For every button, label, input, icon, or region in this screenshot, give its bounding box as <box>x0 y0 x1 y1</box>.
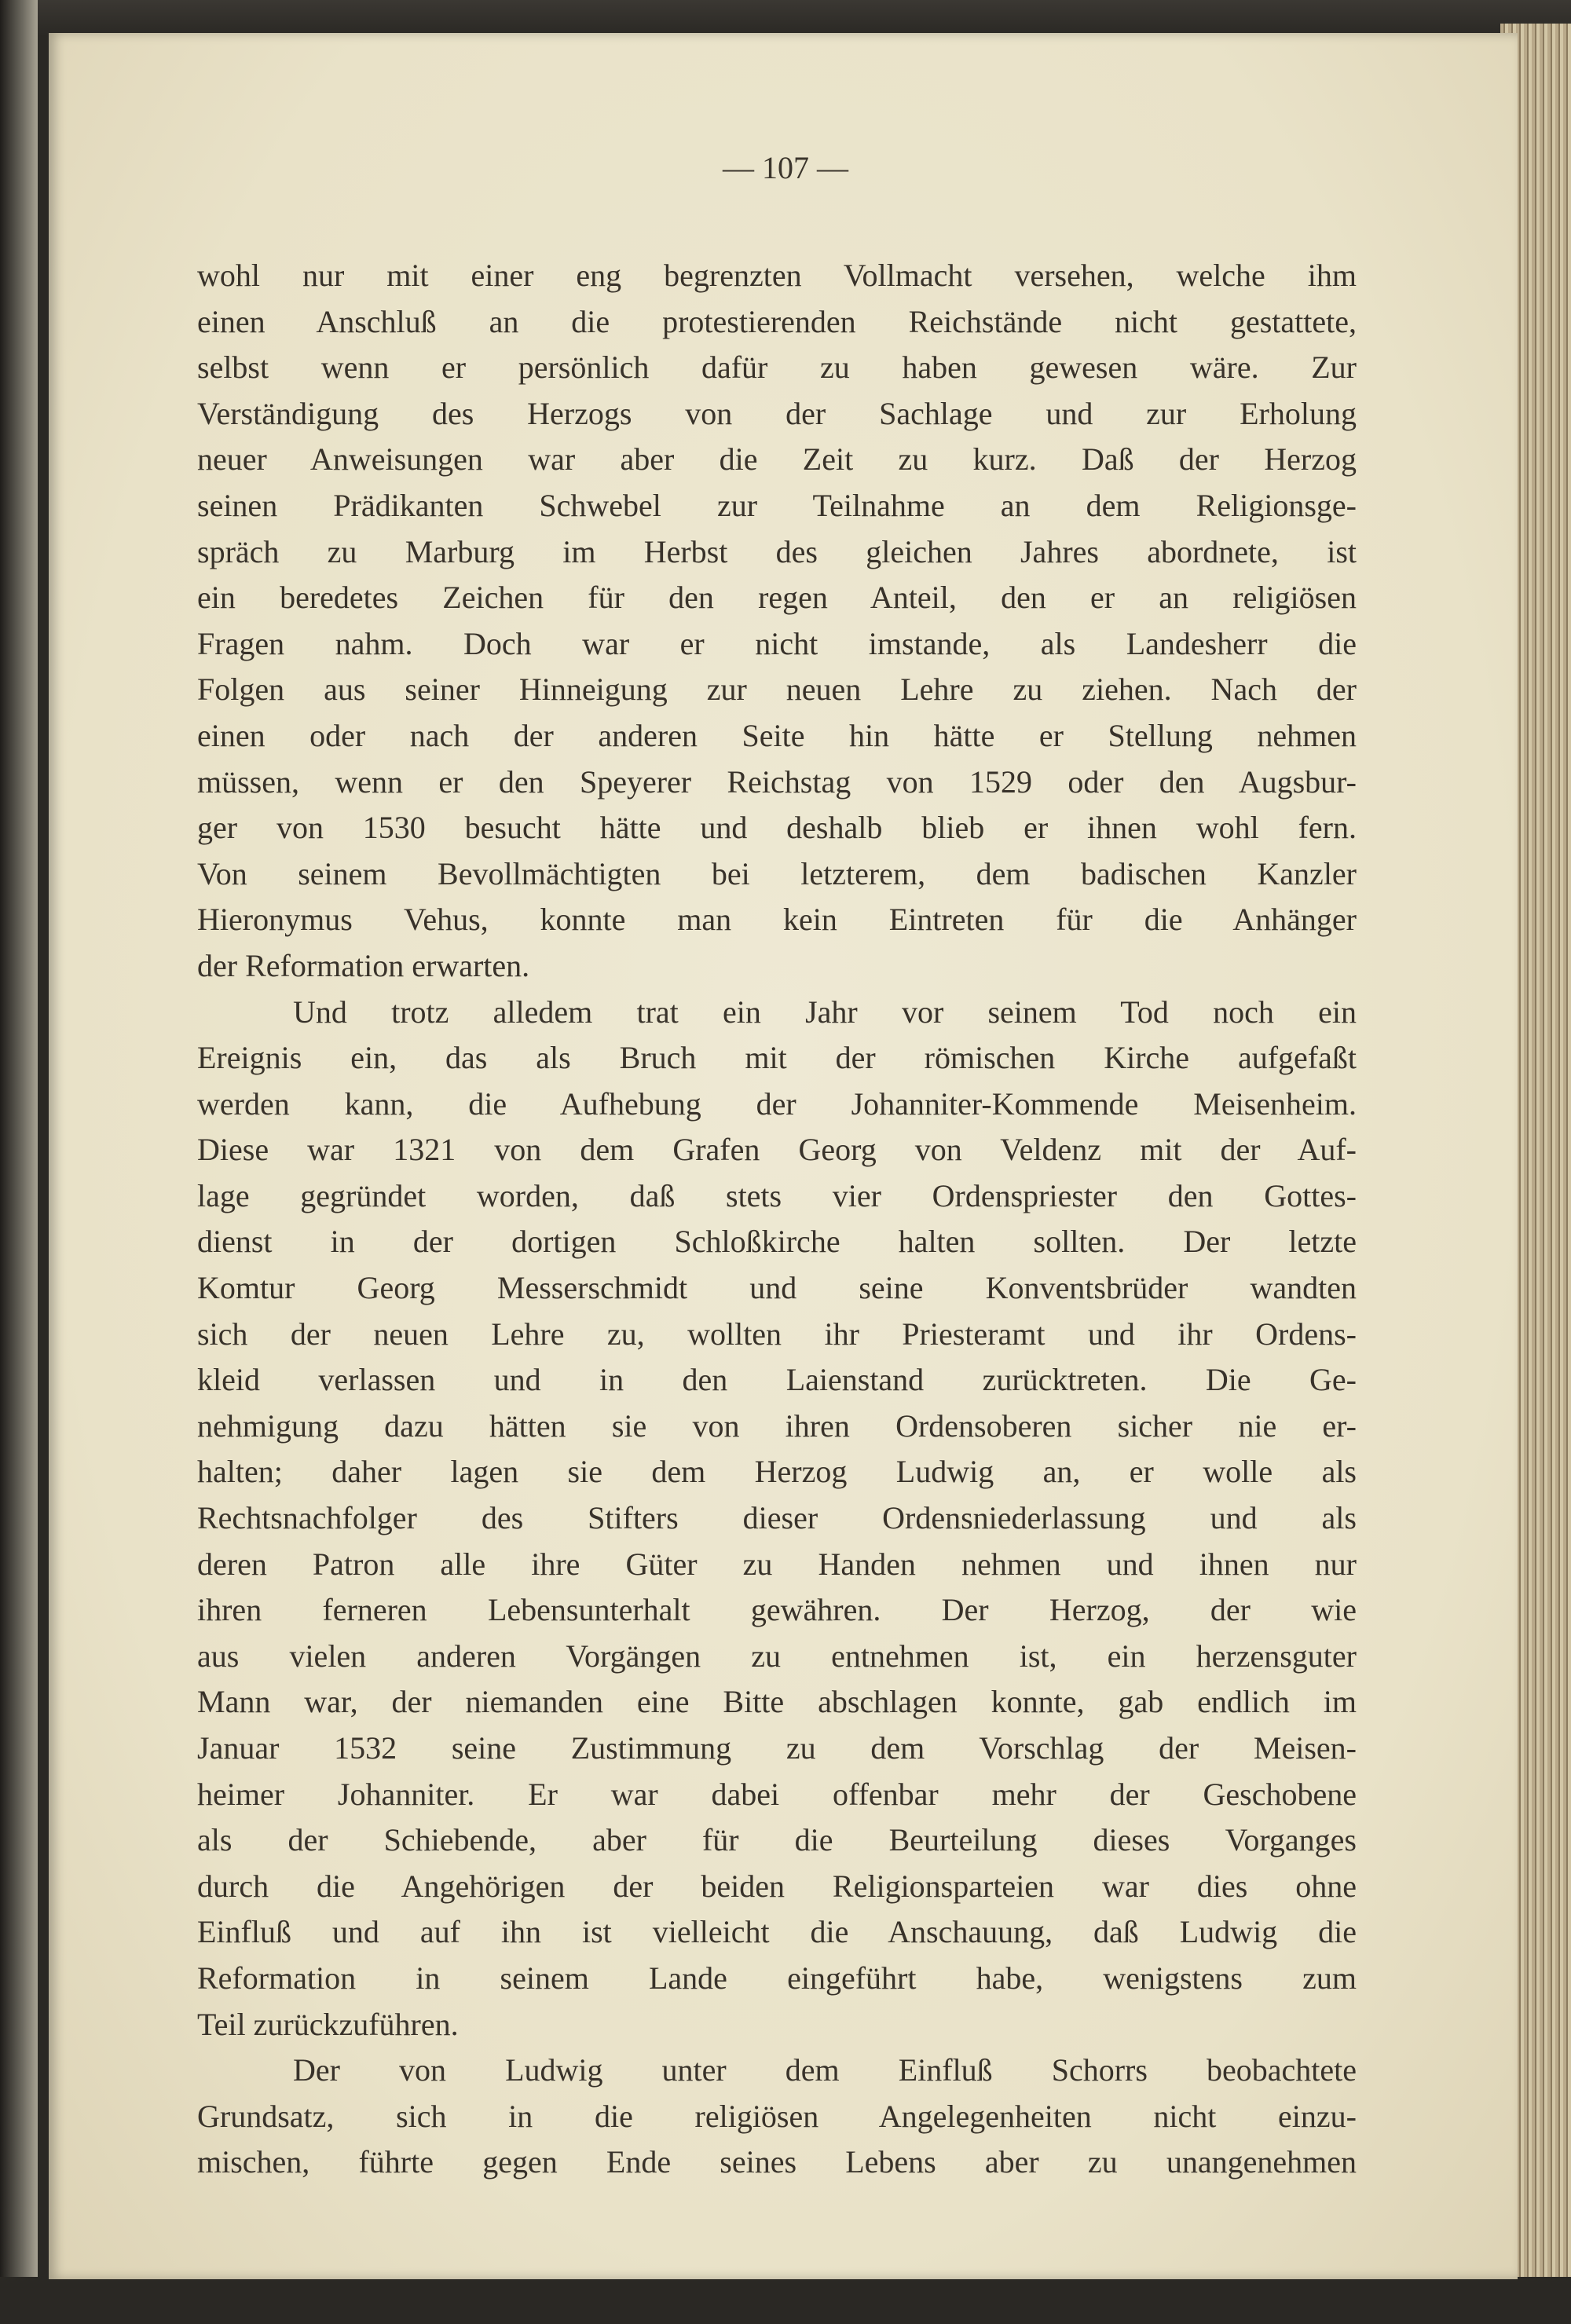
text-line: Reformation in seinem Lande eingeführt habe, wenigstens zum <box>197 1960 1357 1996</box>
text-line: selbst wenn er persönlich dafür zu haben gewesen wäre. Zur <box>197 350 1357 386</box>
text-line: Hieronymus Vehus, konnte man kein Eintreten für die Anhänger <box>197 902 1357 938</box>
text-line: Diese war 1321 von dem Grafen Georg von Veldenz mit der Auf- <box>197 1132 1357 1168</box>
text-line: Rechtsnachfolger des Stifters dieser Ordensniederlassung und als <box>197 1500 1357 1536</box>
text-line: nehmigung dazu hätten sie von ihren Ordensoberen sicher nie er- <box>197 1407 1357 1444</box>
book-bottom-edge <box>0 2277 1571 2324</box>
text-line: der Reformation erwarten. <box>197 947 530 983</box>
text-line: Folgen aus seiner Hinneigung zur neuen Lehre zu ziehen. Nach der <box>197 672 1357 708</box>
text-line: Teil zurückzuführen. <box>197 2006 459 2042</box>
text-line: Komtur Georg Messerschmidt und seine Konventsbrüder wandten <box>197 1270 1357 1306</box>
text-line: neuer Anweisungen war aber die Zeit zu kurz. Daß der Herzog <box>197 441 1357 478</box>
text-line: als der Schiebende, aber für die Beurteilung dieses Vorganges <box>197 1822 1357 1858</box>
paragraph <box>197 2048 1357 2186</box>
paragraph <box>197 253 1357 990</box>
text-line: einen Anschluß an die protestierenden Reichstände nicht gestattete, <box>197 303 1357 339</box>
text-line: sich der neuen Lehre zu, wollten ihr Priesteramt und ihr Ordens- <box>197 1316 1357 1352</box>
text-line: Januar 1532 seine Zustimmung zu dem Vorschlag der Meisen- <box>197 1730 1357 1766</box>
text-line: durch die Angehörigen der beiden Religionsparteien war dies ohne <box>197 1868 1357 1904</box>
text-line: Von seinem Bevollmächtigten bei letzterem, dem badischen Kanzler <box>197 855 1357 891</box>
text-line: Mann war, der niemanden eine Bitte abschlagen konnte, gab endlich im <box>197 1684 1357 1720</box>
text-line: wohl nur mit einer eng begrenzten Vollmacht versehen, welche ihm <box>197 258 1357 293</box>
text-line: ger von 1530 besucht hätte und deshalb blieb er ihnen wohl fern. <box>197 810 1357 846</box>
text-line: ihren ferneren Lebensunterhalt gewähren. Der Herzog, der wie <box>197 1592 1357 1628</box>
text-line: spräch zu Marburg im Herbst des gleichen Jahres abordnete, ist <box>197 533 1357 569</box>
body-text <box>197 253 1357 2186</box>
paragraph <box>197 990 1357 2048</box>
text-line: werden kann, die Aufhebung der Johanniter-Kommende Meisenheim. <box>197 1085 1357 1122</box>
text-line: Und trotz alledem trat ein Jahr vor seinem Tod noch ein <box>293 994 1357 1030</box>
text-line: dienst in der dortigen Schloßkirche halten sollten. Der letzte <box>197 1224 1357 1260</box>
text-line: müssen, wenn er den Speyerer Reichstag von 1529 oder den Augsbur- <box>197 763 1357 800</box>
page-number: — 107 — <box>723 150 848 185</box>
text-line: mischen, führte gegen Ende seines Lebens aber zu unangenehmen <box>197 2144 1357 2180</box>
text-line: einen oder nach der anderen Seite hin hätte er Stellung nehmen <box>197 717 1357 753</box>
text-line: heimer Johanniter. Er war dabei offenbar mehr der Geschobene <box>197 1776 1357 1812</box>
text-line: Fragen nahm. Doch war er nicht imstande, als Landesherr die <box>197 625 1357 661</box>
book-top-edge <box>0 0 1571 36</box>
text-line: Der von Ludwig unter dem Einfluß Schorrs beobachtete <box>293 2052 1357 2088</box>
text-line: ein beredetes Zeichen für den regen Anteil, den er an religiösen <box>197 580 1357 616</box>
text-line: Verständigung des Herzogs von der Sachlage und zur Erholung <box>197 395 1357 431</box>
text-line: seinen Prädikanten Schwebel zur Teilnahme an dem Religionsge- <box>197 487 1357 523</box>
text-line: Grundsatz, sich in die religiösen Angelegenheiten nicht einzu- <box>197 2098 1357 2134</box>
book-spine-edge <box>0 0 38 2324</box>
text-line: aus vielen anderen Vorgängen zu entnehmen ist, ein herzensguter <box>197 1638 1357 1674</box>
text-line: Ereignis ein, das als Bruch mit der römischen Kirche aufgefaßt <box>197 1040 1357 1076</box>
text-line: halten; daher lagen sie dem Herzog Ludwig an, er wolle als <box>197 1454 1357 1490</box>
text-line: deren Patron alle ihre Güter zu Handen nehmen und ihnen nur <box>197 1546 1357 1582</box>
text-line: lage gegründet worden, daß stets vier Ordenspriester den Gottes- <box>197 1177 1357 1213</box>
text-line: Einfluß und auf ihn ist vielleicht die Anschauung, daß Ludwig die <box>197 1914 1357 1950</box>
text-line: kleid verlassen und in den Laienstand zurücktreten. Die Ge- <box>197 1362 1357 1398</box>
